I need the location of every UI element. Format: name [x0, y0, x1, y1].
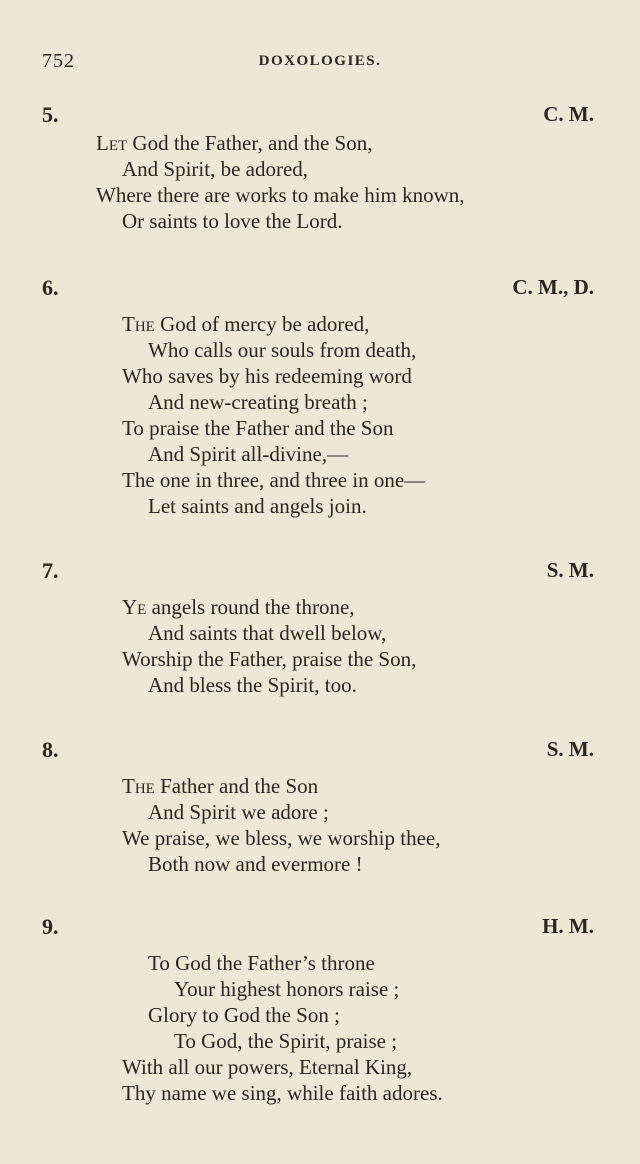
verse-line: To praise the Father and the Son [122, 416, 394, 440]
hymn-number: 9. [42, 914, 59, 939]
hymn-number: 7. [42, 558, 59, 583]
verse-line: And Spirit we adore ; [148, 800, 329, 824]
verse-line: The Father and the Son [122, 774, 319, 798]
verse-line: Where there are works to make him known, [96, 183, 465, 207]
verse-line: And saints that dwell below, [148, 621, 387, 645]
verse-line: And Spirit all-divine,— [148, 442, 349, 466]
hymn-meter: S. M. [546, 737, 594, 761]
page-header [0, 50, 640, 74]
verse-line: Let saints and angels join. [148, 494, 367, 518]
verse-line: To God the Father’s throne [148, 951, 375, 975]
verse-line: The one in three, and three in one— [122, 468, 426, 492]
verse-line: Thy name we sing, while faith adores. [122, 1081, 443, 1105]
verse-line: Worship the Father, praise the Son, [122, 647, 417, 671]
verse-line: Let God the Father, and the Son, [96, 131, 373, 155]
verse-line: The God of mercy be adored, [122, 312, 370, 336]
hymn-number: 6. [42, 275, 59, 300]
verse-line: Ye angels round the throne, [122, 595, 355, 619]
verse-line: We praise, we bless, we worship thee, [122, 826, 441, 850]
page-number: 752 [42, 50, 75, 72]
verse-line: With all our powers, Eternal King, [122, 1055, 413, 1079]
hymn-number: 8. [42, 737, 59, 762]
verse-line: Who calls our souls from death, [148, 338, 417, 362]
hymn-number: 5. [42, 102, 59, 127]
running-title: DOXOLOGIES. [258, 53, 382, 69]
hymn-meter: C. M., D. [512, 275, 594, 299]
verse-line: And new-creating breath ; [148, 390, 368, 414]
hymn-meter: H. M. [542, 914, 594, 938]
verse-line: Both now and evermore ! [148, 852, 363, 876]
verse-line: And bless the Spirit, too. [148, 673, 357, 697]
verse-line: To God, the Spirit, praise ; [174, 1029, 398, 1053]
hymn-meter: C. M. [543, 102, 594, 126]
verse-line: Or saints to love the Lord. [122, 209, 343, 233]
verse-line: And Spirit, be adored, [122, 157, 309, 181]
verse-line: Your highest honors raise ; [174, 977, 400, 1001]
hymn-meter: S. M. [546, 558, 594, 582]
verse-line: Who saves by his redeeming word [122, 364, 412, 388]
verse-line: Glory to God the Son ; [148, 1003, 340, 1027]
